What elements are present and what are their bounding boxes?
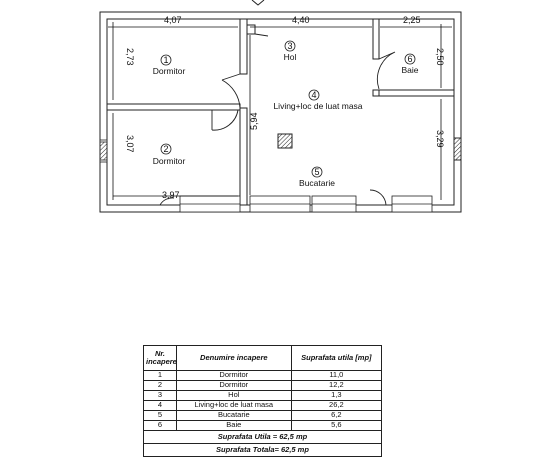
- cell-name: Living+loc de luat masa: [176, 401, 291, 411]
- room-area-table: [143, 345, 382, 457]
- cell-area: 26,2: [291, 401, 381, 411]
- dim-top-right: 2,25: [403, 15, 421, 25]
- cell-area: 11,0: [291, 371, 381, 381]
- table-row: [144, 391, 382, 401]
- dim-bottom-left: 3,97: [162, 190, 180, 200]
- total-utila-row: [144, 431, 382, 444]
- total-utila: Suprafata Utila = 62,5 mp: [217, 432, 308, 442]
- svg-text:3: 3: [287, 41, 293, 51]
- header-name: Denumire incapere: [176, 346, 291, 371]
- cell-nr: 2: [144, 381, 177, 391]
- cell-name: Baie: [176, 421, 291, 431]
- room-2-label: [153, 144, 186, 166]
- svg-text:6: 6: [407, 54, 413, 64]
- dim-top-left: 4,07: [164, 15, 182, 25]
- svg-text:5: 5: [314, 167, 320, 177]
- room-4-label: [273, 90, 362, 111]
- wall-hatch-left: [100, 142, 107, 160]
- cell-name: Dormitor: [176, 381, 291, 391]
- svg-text:Living+loc de luat masa: Living+loc de luat masa: [273, 101, 363, 111]
- entry-mark: [252, 0, 264, 5]
- dim-bath-height: 2,50: [435, 48, 445, 66]
- dim-room2-height: 3,07: [125, 135, 135, 153]
- table-row: [144, 401, 382, 411]
- svg-text:2: 2: [163, 144, 169, 154]
- cell-name: Bucatarie: [176, 411, 291, 421]
- dim-hall-height: 5,94: [249, 112, 259, 130]
- cell-nr: 4: [144, 401, 177, 411]
- cell-nr: 6: [144, 421, 177, 431]
- svg-text:Hol: Hol: [283, 52, 297, 62]
- svg-text:Baie: Baie: [401, 65, 419, 75]
- cell-nr: 5: [144, 411, 177, 421]
- cell-area: 1,3: [291, 391, 381, 401]
- svg-text:1: 1: [163, 55, 169, 65]
- cell-nr: 1: [144, 371, 177, 381]
- room-3-label: [284, 41, 297, 62]
- wall-hatch-right: [454, 138, 461, 160]
- windows: [100, 138, 461, 212]
- table-row: [144, 371, 382, 381]
- header-area: Suprafata utila [mp]: [291, 346, 381, 371]
- table-row: [144, 381, 382, 391]
- svg-text:Bucatarie: Bucatarie: [299, 178, 335, 188]
- total-totala: Suprafata Totala= 62,5 mp: [216, 445, 309, 455]
- chimney-hatch: [278, 134, 292, 148]
- room-6-label: [401, 54, 418, 75]
- dim-room1-height: 2,73: [125, 48, 135, 66]
- svg-text:Dormitor: Dormitor: [152, 156, 186, 166]
- doors: [160, 34, 395, 205]
- cell-name: Hol: [176, 391, 291, 401]
- room-1-label: [153, 55, 186, 76]
- dimension-lines: [108, 22, 452, 200]
- cell-area: 5,6: [291, 421, 381, 431]
- cell-area: 12,2: [291, 381, 381, 391]
- svg-text:Dormitor: Dormitor: [152, 66, 186, 76]
- table-header-row: [144, 346, 382, 371]
- outer-walls: [100, 12, 461, 212]
- interior-walls: [107, 19, 454, 205]
- table-row: [144, 421, 382, 431]
- cell-name: Dormitor: [176, 371, 291, 381]
- dim-top-mid: 4,40: [292, 15, 310, 25]
- header-nr: Nr. incapere: [144, 346, 177, 371]
- room-5-label: [299, 167, 335, 188]
- dim-kitchen-height: 3,29: [435, 130, 445, 148]
- svg-text:4: 4: [311, 90, 317, 100]
- total-totala-row: [144, 444, 382, 457]
- table-row: [144, 411, 382, 421]
- cell-area: 6,2: [291, 411, 381, 421]
- cell-nr: 3: [144, 391, 177, 401]
